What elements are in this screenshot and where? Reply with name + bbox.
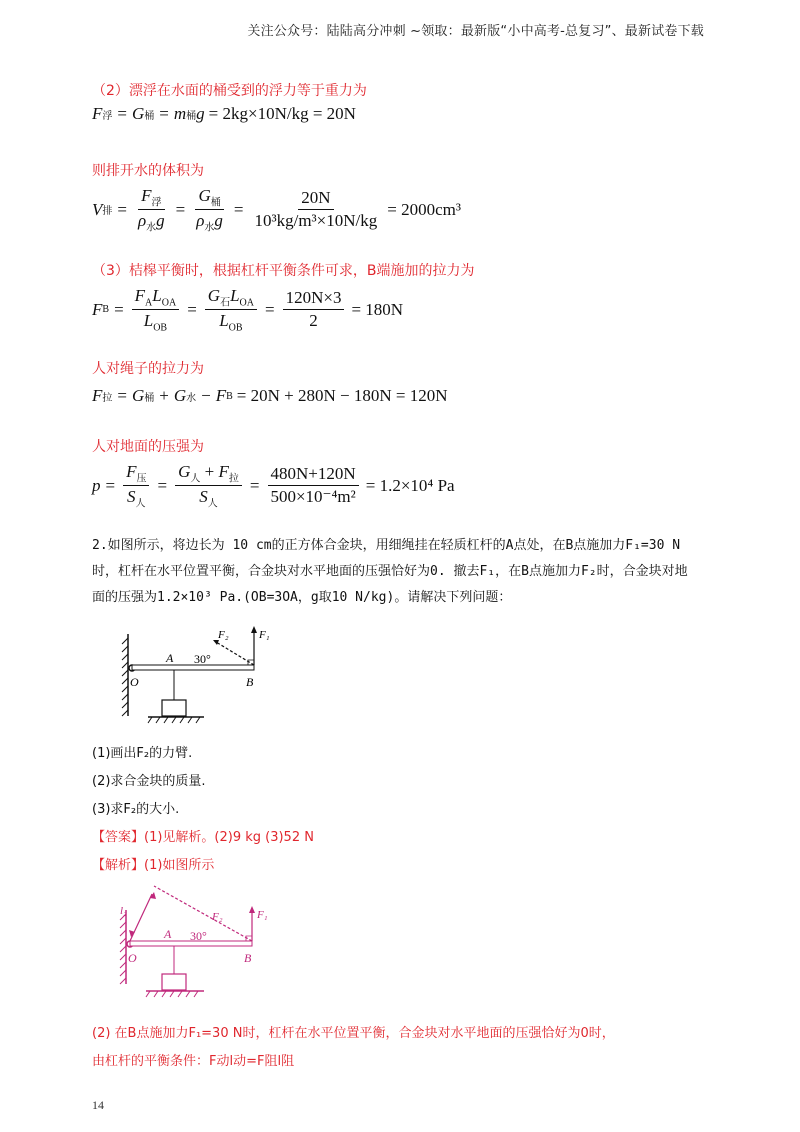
f1-label: F₁ xyxy=(259,629,270,641)
angle-label-2: 30° xyxy=(190,929,207,943)
f2-label: F₂ xyxy=(218,629,229,641)
part3-heading: （3）桔槔平衡时，根据杠杆平衡条件可求，B端施加的拉力为 xyxy=(92,263,475,279)
f2-label-2: F₂ xyxy=(212,911,223,923)
lever-diagram-solution xyxy=(112,880,282,1002)
o-label-2: O xyxy=(128,951,137,965)
part2-heading: （2）漂浮在水面的桶受到的浮力等于重力为 xyxy=(92,83,367,99)
angle-label: 30° xyxy=(194,652,211,666)
rope-equation: F 拉 = G 桶 + G 水 − F B = 20N + 280N − 180N = 120N xyxy=(92,386,448,405)
question-text: 2.如图所示，将边长为 10 cm的正方体合金块，用细绳挂在轻质杠杆的A点处，在B点施加力F₁=30 N 时，杠杆在水平位置平衡，合金块对水平地面的压强恰好为0. 撤去F₁，在B点施加力F₂时，合金块对地 面的压强为1.2×10³ Pa.(OB=3OA，g取10 N/kg)。请解决下列问题： xyxy=(92,538,688,605)
sub-question-3: (3)求F₂的大小. xyxy=(92,802,180,817)
lever-diagram xyxy=(118,624,278,734)
volume-heading: 则排开水的体积为 xyxy=(92,163,204,179)
rope-heading: 人对绳子的拉力为 xyxy=(92,361,204,377)
l2-label: l₂ xyxy=(120,905,127,917)
o-label: O xyxy=(130,675,139,689)
f1-label-2: F₁ xyxy=(257,909,268,921)
analysis-line: 【解析】(1)如图所示 xyxy=(92,858,215,873)
pressure-equation: p = $\frac{F_压}{S_人}$ = $\frac{G_人 + F_拉}{S_人}$ = $\frac{480N+120N}{\text{500×10⁻⁴m²}}$ = 1.2×10⁴ Pa xyxy=(92,462,455,510)
sub-question-1: (1)画出F₂的力臂. xyxy=(92,746,193,761)
a-label-2: A xyxy=(164,927,172,941)
lever-force-equation: F B = $\frac{F_AL_{OA}}{L_{OB}}$ = $\frac{G_石L_{OA}}{L_{OB}}$ = $\frac{120N\times 3}{2}$ = 180N xyxy=(92,286,404,334)
b-label-2: B xyxy=(244,951,252,965)
volume-equation: V 排 = $\frac{F_浮}{\rho_水g}$ = $\frac{G_桶}{\rho_水g}$ = $\frac{20N}{\text{10³kg/m³×10N/kg}}$ = 2000cm³ xyxy=(92,186,461,234)
analysis-step2: (2) 在B点施加力F₁=30 N时，杠杆在水平位置平衡，合金块对水平地面的压强恰好为0时， xyxy=(92,1026,615,1041)
pressure-heading: 人对地面的压强为 xyxy=(92,439,204,455)
analysis-step3: 由杠杆的平衡条件：F动l动=F阻l阻 xyxy=(92,1054,295,1069)
a-label: A xyxy=(166,651,174,665)
b-label: B xyxy=(246,675,254,689)
page-header: 关注公众号：陆陆高分冲刺 ~领取：最新版“小中高考-总复习”、最新试卷下载 xyxy=(247,24,704,39)
page-number: 14 xyxy=(92,1098,104,1112)
buoyancy-equation: F 浮 = G 桶 = m 桶 g = 2kg×10N/kg = 20N xyxy=(92,104,356,123)
answer-line: 【答案】(1)见解析。(2)9 kg (3)52 N xyxy=(92,830,314,845)
sub-question-2: (2)求合金块的质量. xyxy=(92,774,206,789)
